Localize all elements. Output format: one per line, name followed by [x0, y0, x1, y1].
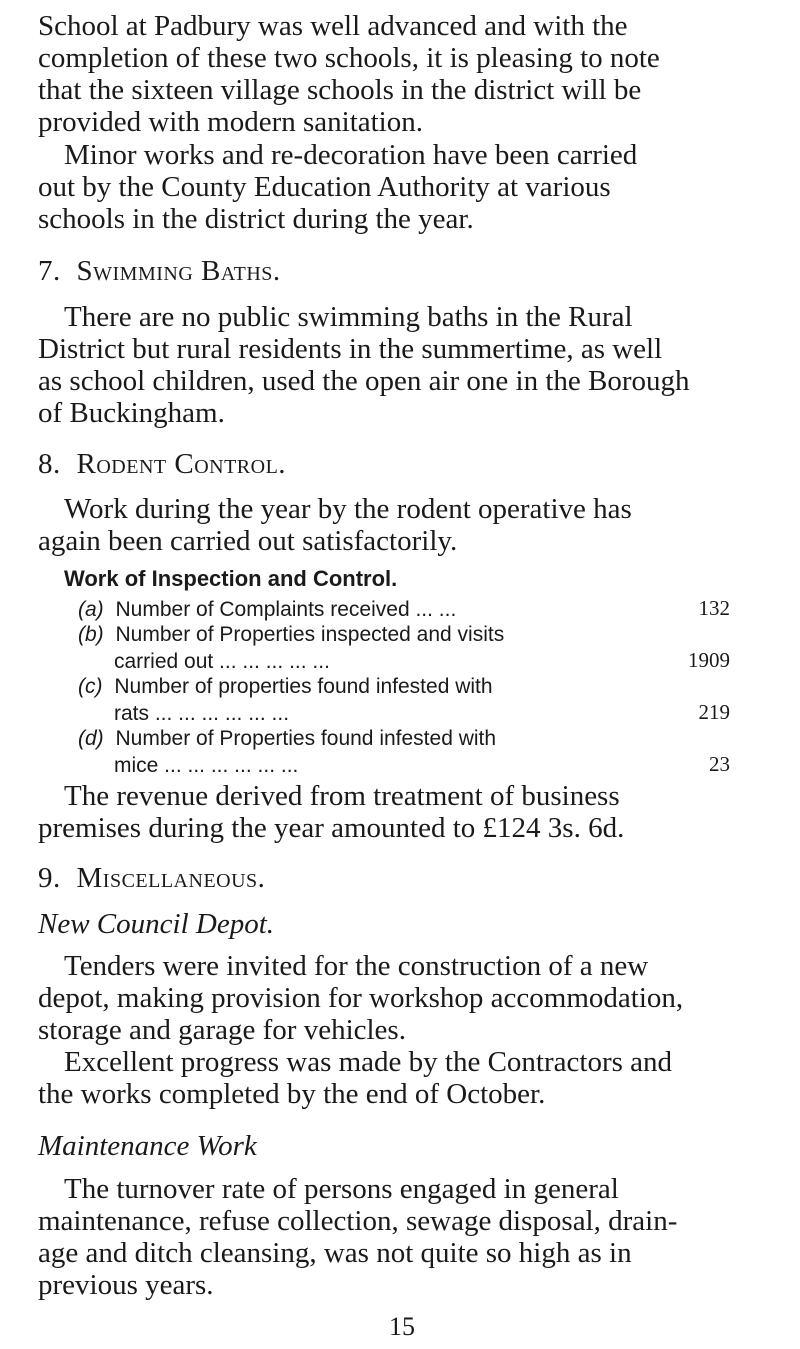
- section-9-number: 9.: [38, 862, 61, 894]
- maintenance-line-1: The turnover rate of persons engaged in general: [64, 1173, 619, 1205]
- row-b-text-2: carried out ... ... ... ... ...: [114, 650, 330, 673]
- row-c-value: 219: [698, 700, 730, 724]
- row-d-value: 23: [709, 752, 730, 776]
- depot-line-3: storage and garage for vehicles.: [38, 1014, 406, 1046]
- maintenance-line-3: age and ditch cleansing, was not quite so high as in: [38, 1237, 632, 1269]
- intro-line-5: Minor works and re-decoration have been carried: [64, 139, 638, 171]
- subheading-new-council-depot: New Council Depot.: [38, 908, 275, 940]
- section-9-title: Miscellaneous.: [76, 862, 266, 894]
- revenue-line-1: The revenue derived from treatment of business: [64, 780, 620, 812]
- table-row-d: [78, 727, 496, 751]
- section-8-heading: [38, 448, 286, 481]
- depot-line-2: depot, making provision for workshop accommodation,: [38, 982, 684, 1014]
- section-7-line-4: of Buckingham.: [38, 397, 225, 429]
- row-a-value: 132: [698, 596, 730, 620]
- row-c-letter: (c): [78, 675, 103, 698]
- row-b-letter: (b): [78, 623, 104, 646]
- row-d-text-2: mice ... ... ... ... ... ...: [114, 754, 299, 777]
- intro-line-7: schools in the district during the year.: [38, 203, 474, 235]
- section-7-title: Swimming Baths.: [76, 255, 281, 287]
- depot-line-4: Excellent progress was made by the Contractors and: [64, 1046, 673, 1078]
- row-c-text-2: rats ... ... ... ... ... ...: [114, 702, 290, 725]
- intro-line-1: School at Padbury was well advanced and with the: [38, 10, 628, 42]
- depot-line-1: Tenders were invited for the construction of a new: [64, 950, 649, 982]
- table-title: Work of Inspection and Control.: [64, 566, 398, 591]
- section-8-line-1: Work during the year by the rodent operative has: [64, 493, 632, 525]
- section-9-heading: [38, 862, 265, 895]
- table-row-c: [78, 675, 493, 699]
- intro-line-3: that the sixteen village schools in the district will be: [38, 74, 642, 106]
- row-d-letter: (d): [78, 727, 104, 750]
- row-d-text: Number of Properties found infested with: [115, 727, 497, 750]
- section-7-heading: [38, 255, 281, 288]
- depot-line-5: the works completed by the end of October.: [38, 1078, 546, 1110]
- row-b-text: Number of Properties inspected and visits: [115, 623, 505, 646]
- row-a-text: Number of Complaints received ... ...: [115, 598, 457, 621]
- intro-line-2: completion of these two schools, it is pleasing to note: [38, 42, 660, 74]
- subheading-maintenance-work: Maintenance Work: [38, 1130, 257, 1162]
- section-8-line-2: again been carried out satisfactorily.: [38, 525, 458, 557]
- section-7-line-3: as school children, used the open air one in the Borough: [38, 365, 690, 397]
- row-c-text: Number of properties found infested with: [114, 675, 493, 698]
- maintenance-line-4: previous years.: [38, 1269, 214, 1301]
- intro-line-6: out by the County Education Authority at various: [38, 171, 611, 203]
- row-b-value: 1909: [688, 648, 730, 672]
- row-a-letter: (a): [78, 598, 104, 621]
- table-row-a: [78, 598, 456, 622]
- section-7-line-1: There are no public swimming baths in the Rural: [64, 301, 633, 333]
- section-7-number: 7.: [38, 255, 61, 287]
- page-number: 15: [389, 1312, 415, 1341]
- revenue-line-2: premises during the year amounted to £124 3s. 6d.: [38, 812, 625, 844]
- section-7-line-2: District but rural residents in the summertime, as well: [38, 333, 663, 365]
- table-row-b: [78, 623, 504, 647]
- section-8-number: 8.: [38, 448, 61, 480]
- intro-line-4: provided with modern sanitation.: [38, 106, 423, 138]
- section-8-title: Rodent Control.: [76, 448, 287, 480]
- maintenance-line-2: maintenance, refuse collection, sewage disposal, drain-: [38, 1205, 678, 1237]
